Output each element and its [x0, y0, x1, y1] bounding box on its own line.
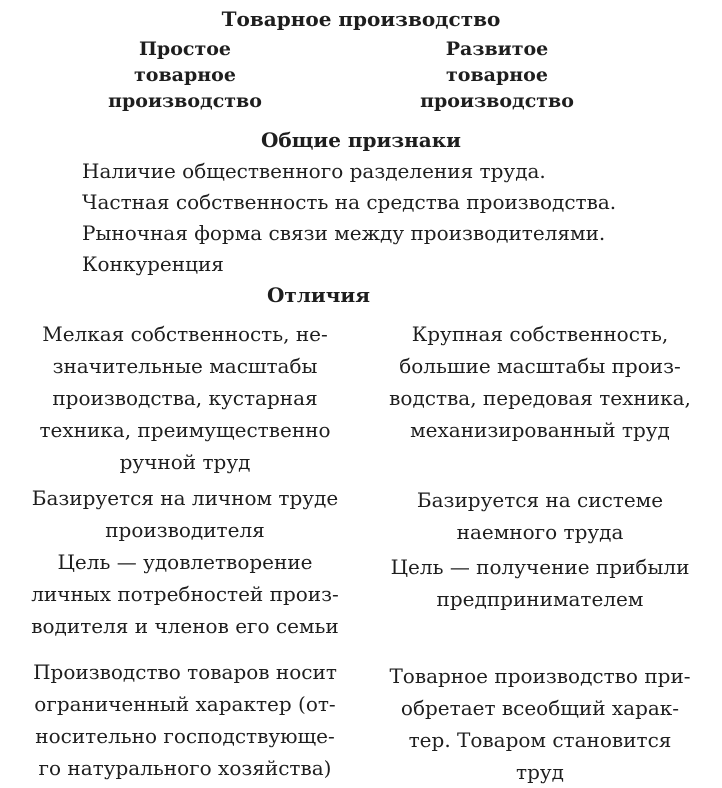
difference-line: значительные масштабы	[52, 354, 318, 378]
column-header-developed-line: Развитое	[445, 38, 549, 60]
common-feature-item: Конкуренция	[82, 252, 224, 276]
difference-line: труд	[516, 760, 564, 784]
column-header-simple-line: Простое	[138, 38, 231, 60]
difference-line: Цель — получение прибыли	[390, 555, 690, 579]
common-feature-item: Частная собственность на средства производства.	[82, 190, 617, 214]
difference-developed-cell	[358, 551, 722, 615]
difference-line: Базируется на системе	[416, 488, 664, 512]
column-header-developed-line: товарное	[446, 64, 548, 86]
common-features-list	[82, 156, 616, 280]
difference-line: Крупная собственность,	[411, 322, 669, 346]
difference-line: тер. Товаром становится	[408, 728, 672, 752]
difference-line: водителя и членов его семьи	[31, 614, 339, 638]
difference-developed-cell	[358, 660, 722, 788]
difference-line: Мелкая собственность, не-	[42, 322, 328, 346]
common-feature-item: Наличие общественного разделения труда.	[82, 159, 546, 183]
difference-simple-cell	[0, 656, 370, 784]
difference-simple-cell	[0, 318, 370, 478]
difference-line: го натурального хозяйства)	[38, 756, 332, 780]
column-header-developed-line: производство	[420, 90, 574, 112]
difference-line: Товарное производство при-	[389, 664, 691, 688]
difference-developed-cell	[358, 484, 722, 548]
difference-line: Производство товаров носит	[33, 660, 337, 684]
common-feature-item: Рыночная форма связи между производителями.	[82, 221, 606, 245]
difference-line: Цель — удовлетворение	[57, 550, 313, 574]
difference-line: предпринимателем	[436, 587, 644, 611]
column-header-simple-line: производство	[108, 90, 262, 112]
differences-heading: Отличия	[267, 283, 370, 307]
difference-line: Базируется на личном труде	[31, 486, 339, 510]
column-header-simple	[60, 36, 310, 114]
page-title: Товарное производство	[221, 7, 501, 31]
difference-line: техника, преимущественно	[39, 418, 331, 442]
difference-line: ручной труд	[119, 450, 251, 474]
difference-developed-cell	[358, 318, 722, 446]
difference-line: личных потребностей произ-	[31, 582, 339, 606]
common-features-heading: Общие признаки	[260, 128, 462, 152]
column-header-simple-line: товарное	[134, 64, 236, 86]
difference-line: механизированный труд	[410, 418, 670, 442]
difference-line: наемного труда	[456, 520, 624, 544]
difference-line: производителя	[105, 518, 265, 542]
difference-line: большие масштабы произ-	[399, 354, 681, 378]
difference-simple-cell	[0, 546, 370, 642]
column-header-developed	[372, 36, 622, 114]
difference-line: ограниченный характер (от-	[34, 692, 336, 716]
difference-line: водства, передовая техника,	[389, 386, 691, 410]
difference-simple-cell	[0, 482, 370, 546]
difference-line: обретает всеобщий харак-	[400, 696, 680, 720]
difference-line: носительно господствующе-	[35, 724, 335, 748]
difference-line: производства, кустарная	[52, 386, 318, 410]
